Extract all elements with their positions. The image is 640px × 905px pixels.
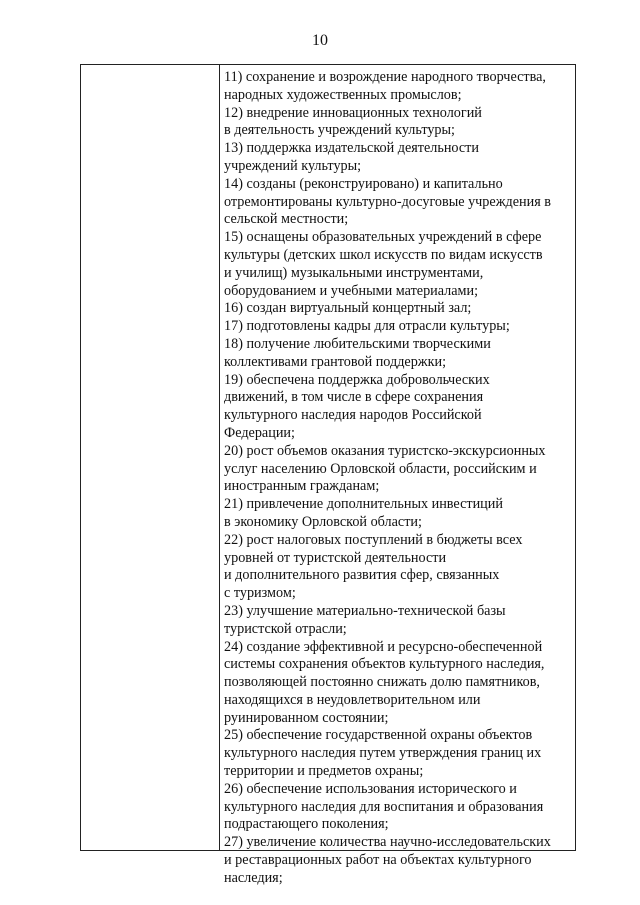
list-item-line: 13) поддержка издательской деятельности xyxy=(224,140,479,157)
list-item xyxy=(224,781,574,834)
list-item-line: уровней от туристской деятельности xyxy=(224,549,447,566)
list-item-line: 19) обеспечена поддержка добровольческих xyxy=(224,371,490,388)
list-item-line: иностранным гражданам; xyxy=(224,478,380,495)
list-item-line: туристской отрасли; xyxy=(224,620,347,637)
list-item-line: культурного наследия для воспитания и образования xyxy=(224,798,544,815)
list-item-line: руинированном состоянии; xyxy=(224,709,389,726)
list-item-line: позволяющей постоянно снижать долю памятников, xyxy=(224,674,540,691)
list-item xyxy=(224,336,574,372)
list-item xyxy=(224,532,574,603)
list-item-line: коллективами грантовой поддержки; xyxy=(224,353,447,370)
list-item-line: движений, в том числе в сфере сохранения xyxy=(224,389,484,406)
list-item-line: в экономику Орловской области; xyxy=(224,513,422,530)
list-item-line: 25) обеспечение государственной охраны объектов xyxy=(224,727,533,744)
list-item xyxy=(224,603,574,639)
list-item-line: 16) создан виртуальный концертный зал; xyxy=(224,300,472,317)
list-item xyxy=(224,834,574,887)
list-item-line: культуры (детских школ искусств по видам искусств xyxy=(224,246,543,263)
list-item xyxy=(224,176,574,229)
list-item-line: народных художественных промыслов; xyxy=(224,86,462,103)
list-item-line: 21) привлечение дополнительных инвестиций xyxy=(224,496,503,513)
list-item-line: 17) подготовлены кадры для отрасли культуры; xyxy=(224,318,510,335)
list-item xyxy=(224,727,574,780)
list-item-line: Федерации; xyxy=(224,424,295,441)
list-item-line: 20) рост объемов оказания туристско-экскурсионных xyxy=(224,442,546,459)
table-left-column xyxy=(81,65,220,850)
list-item-line: 11) сохранение и возрождение народного творчества, xyxy=(224,69,546,85)
list-item xyxy=(224,140,574,176)
list-item-line: в деятельность учреждений культуры; xyxy=(224,122,455,139)
list-item xyxy=(224,69,574,105)
list-item-line: 22) рост налоговых поступлений в бюджеты всех xyxy=(224,531,523,548)
list-item xyxy=(224,229,574,300)
page-number: 10 xyxy=(312,32,328,49)
list-item xyxy=(224,318,574,336)
list-item-line: 14) созданы (реконструировано) и капитально xyxy=(224,175,503,192)
list-item-line: находящихся в неудовлетворительном или xyxy=(224,691,481,708)
list-item-line: 26) обеспечение использования исторического и xyxy=(224,780,517,797)
list-item-line: сельской местности; xyxy=(224,211,349,228)
list-item-line: культурного наследия народов Российской xyxy=(224,407,482,424)
list-item-line: услуг населению Орловской области, российским и xyxy=(224,460,537,477)
list-item-line: культурного наследия путем утверждения границ их xyxy=(224,745,542,762)
list-item-line: оборудованием и учебными материалами; xyxy=(224,282,479,299)
list-item xyxy=(224,372,574,443)
list-item xyxy=(224,300,574,318)
list-item xyxy=(224,639,574,728)
list-item xyxy=(224,443,574,496)
list-item-line: 27) увеличение количества научно-исследовательских xyxy=(224,834,551,851)
list-item-line: подрастающего поколения; xyxy=(224,816,389,833)
list-item-line: учреждений культуры; xyxy=(224,157,362,174)
list-item-line: 24) создание эффективной и ресурсно-обеспеченной xyxy=(224,638,543,655)
list-item-line: 23) улучшение материально-технической базы xyxy=(224,602,506,619)
list-item xyxy=(224,105,574,141)
list-item xyxy=(224,496,574,532)
list-item-line: и училищ) музыкальными инструментами, xyxy=(224,264,484,281)
results-table xyxy=(80,64,576,886)
list-item-line: 15) оснащены образовательных учреждений в сфере xyxy=(224,229,542,246)
list-item-line: отремонтированы культурно-досуговые учреждения в xyxy=(224,193,551,210)
table-right-column xyxy=(224,69,574,888)
list-item-line: и дополнительного развития сфер, связанных xyxy=(224,567,500,584)
list-item-line: 12) внедрение инновационных технологий xyxy=(224,104,482,121)
list-item-line: системы сохранения объектов культурного наследия, xyxy=(224,656,545,673)
list-item-line: наследия; xyxy=(224,869,283,886)
list-item-line: и реставрационных работ на объектах культурного xyxy=(224,852,532,869)
list-item-line: с туризмом; xyxy=(224,585,296,602)
list-item-line: территории и предметов охраны; xyxy=(224,763,424,780)
list-item-line: 18) получение любительскими творческими xyxy=(224,335,491,352)
